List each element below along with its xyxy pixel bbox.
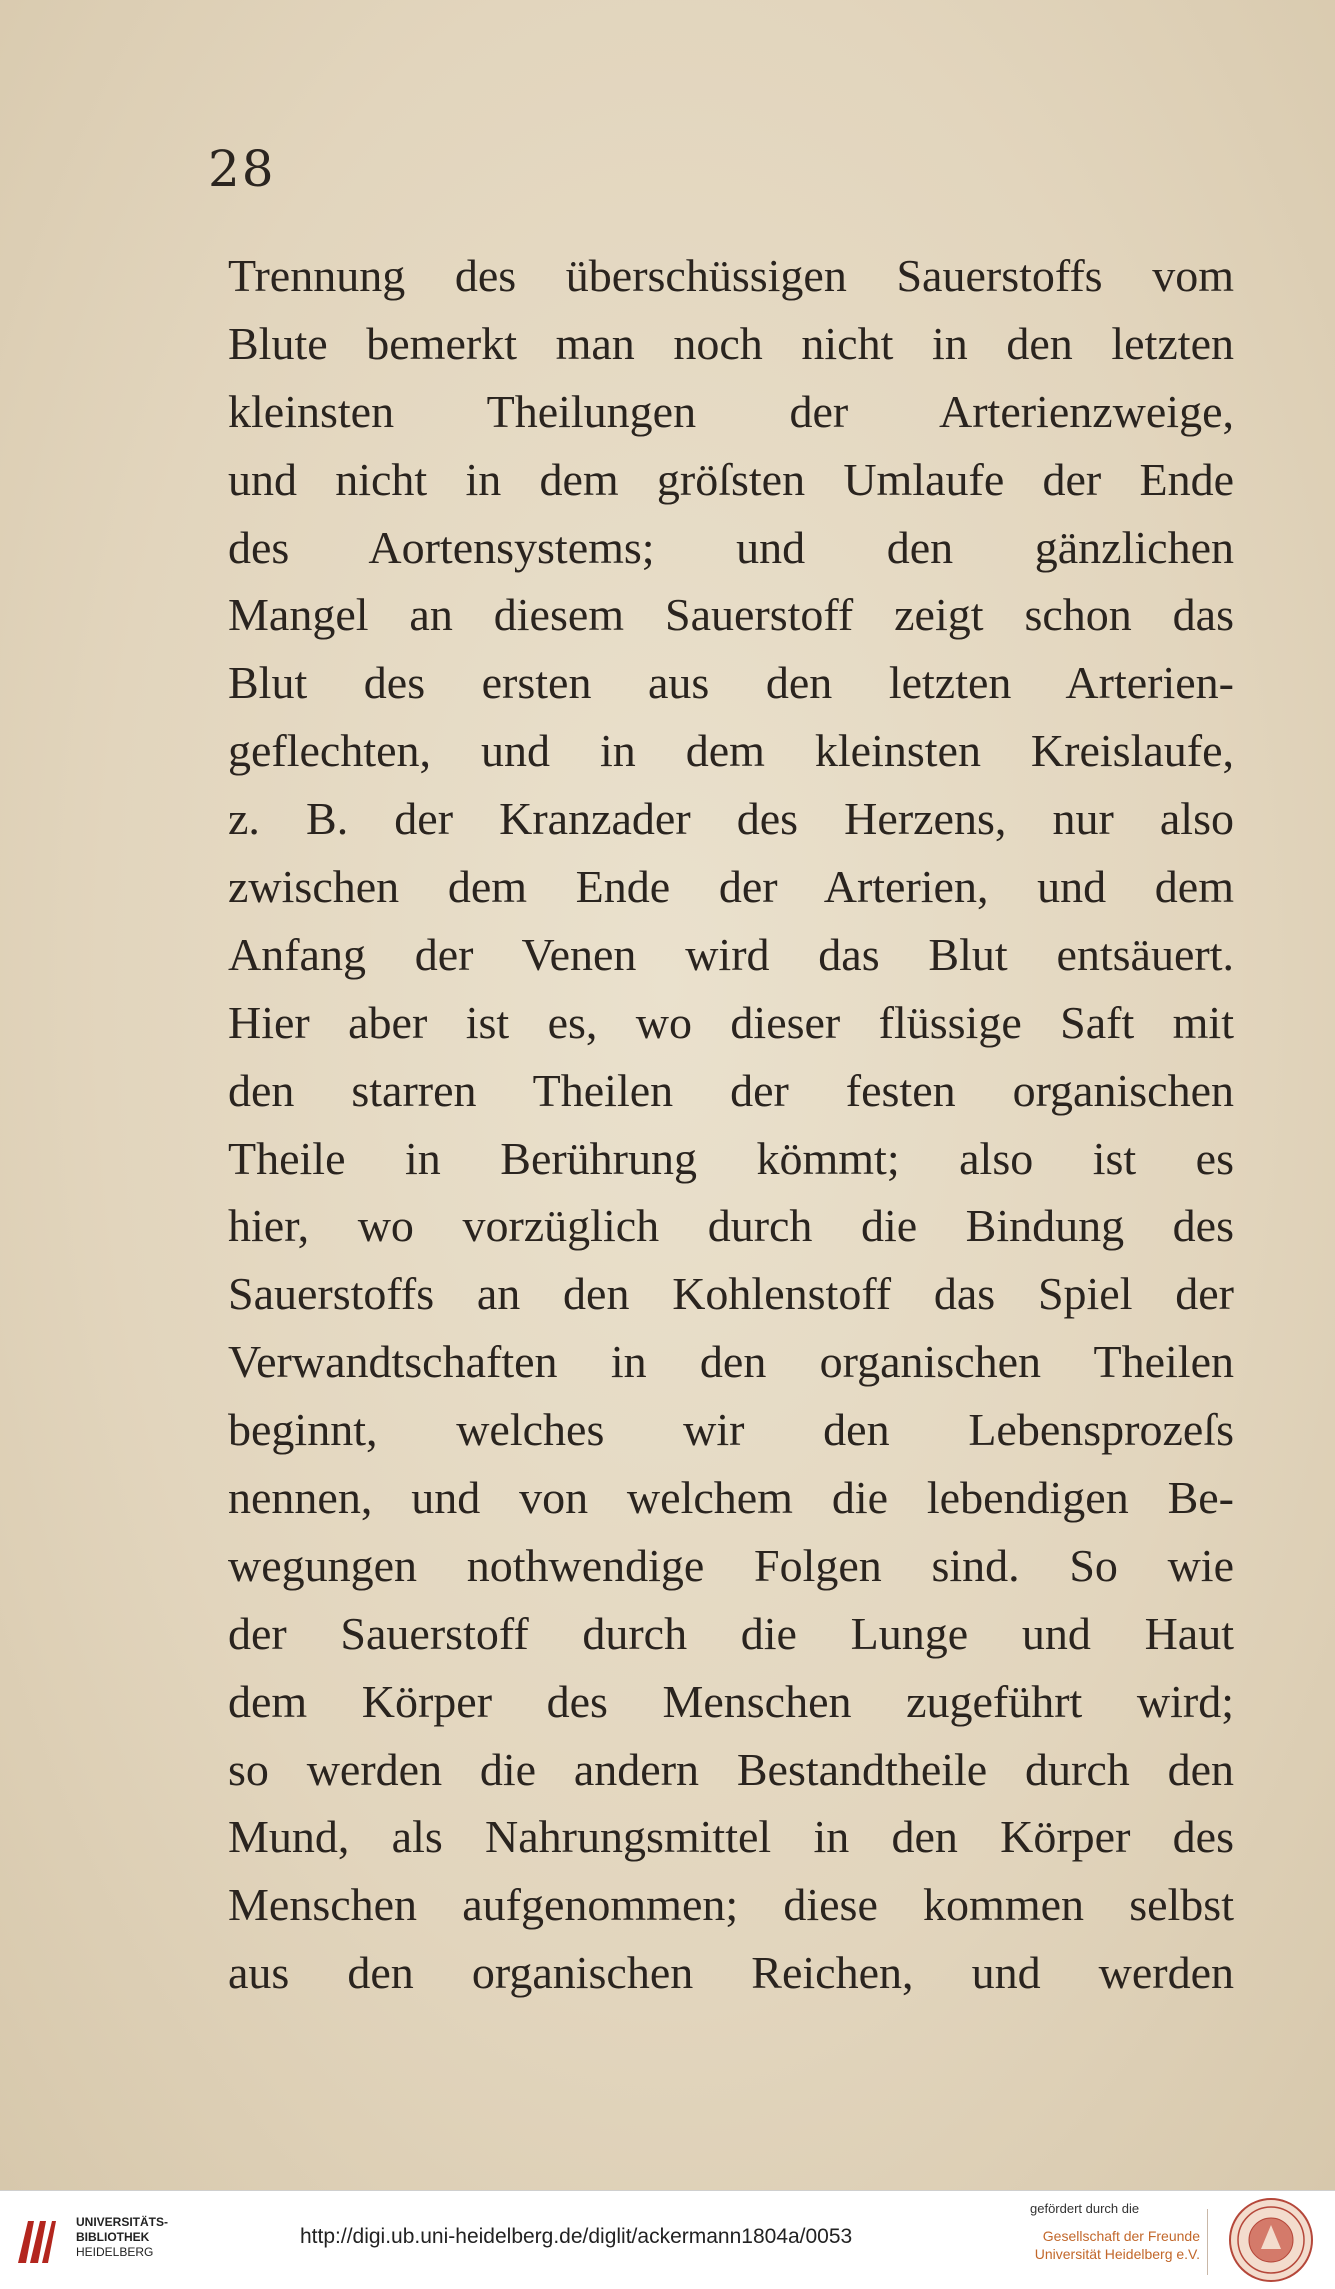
text-line: so werden die andern Bestandtheile durch den xyxy=(228,1743,1234,1795)
sponsor-caption: gefördert durch die xyxy=(1030,2201,1140,2216)
page-number: 28 xyxy=(208,140,276,198)
body-text xyxy=(228,242,1234,2007)
library-name xyxy=(76,2215,168,2260)
text-line: z. B. der Kranzader des Herzens, nur also xyxy=(228,793,1234,845)
text-line: beginnt, welches wir den Lebensprozeſs xyxy=(228,1404,1234,1456)
text-line: aus den organischen Reichen, und werden xyxy=(228,1947,1234,1999)
text-line: der Sauerstoff durch die Lunge und Haut xyxy=(228,1607,1234,1659)
text-line: wegungen nothwendige Folgen sind. So wie xyxy=(228,1539,1234,1591)
text-line: zwischen dem Ende der Arterien, und dem xyxy=(228,861,1234,913)
text-line: des Aortensystems; und den gänzlichen xyxy=(228,521,1234,573)
text-line: kleinsten Theilungen der Arterienzweige, xyxy=(228,385,1234,437)
text-line: Blute bemerkt man noch nicht in den letzten xyxy=(228,317,1234,369)
text-line: nennen, und von welchem die lebendigen Be- xyxy=(228,1472,1234,1524)
text-line: dem Körper des Menschen zugeführt wird; xyxy=(228,1675,1234,1727)
sponsor-name-line-1: Gesellschaft der Freunde xyxy=(1042,2228,1200,2244)
digitization-footer xyxy=(0,2190,1335,2289)
text-line: Menschen aufgenommen; diese kommen selbst xyxy=(228,1879,1234,1931)
text-line: Trennung des überschüssigen Sauerstoffs vom xyxy=(228,250,1234,301)
text-line: Blut des ersten aus den letzten Arterien- xyxy=(228,657,1234,709)
library-name-line-2: BIBLIOTHEK xyxy=(76,2230,150,2244)
text-line: Hier aber ist es, wo dieser flüssige Saft mit xyxy=(228,996,1234,1048)
library-name-line-1: UNIVERSITÄTS- xyxy=(76,2215,169,2229)
university-library-logo-icon xyxy=(14,2213,58,2271)
text-line: Anfang der Venen wird das Blut entsäuert. xyxy=(228,928,1234,980)
text-line: hier, wo vorzüglich durch die Bindung des xyxy=(228,1200,1234,1252)
text-line: Theile in Berührung kömmt; also ist es xyxy=(228,1132,1234,1184)
sponsor-name xyxy=(1030,2227,1200,2263)
permalink-url[interactable]: http://digi.ub.uni-heidelberg.de/diglit/ackermann1804a/0053 xyxy=(300,2225,853,2248)
sponsor-name-line-2: Universität Heidelberg e.V. xyxy=(1034,2246,1200,2262)
university-seal-icon xyxy=(1228,2197,1314,2283)
text-line: Mangel an diesem Sauerstoff zeigt schon das xyxy=(228,589,1234,641)
library-name-line-3: HEIDELBERG xyxy=(76,2245,154,2259)
text-line: den starren Theilen der festen organischen xyxy=(228,1064,1234,1116)
text-line: Sauerstoffs an den Kohlenstoff das Spiel der xyxy=(228,1268,1234,1320)
text-line: Verwandtschaften in den organischen Theilen xyxy=(228,1336,1234,1388)
text-line: und nicht in dem gröſsten Umlaufe der Ende xyxy=(228,453,1234,505)
sponsor-divider xyxy=(1207,2209,1208,2275)
text-line: Mund, als Nahrungsmittel in den Körper des xyxy=(228,1811,1234,1863)
text-line: geflechten, und in dem kleinsten Kreislaufe, xyxy=(228,725,1234,777)
